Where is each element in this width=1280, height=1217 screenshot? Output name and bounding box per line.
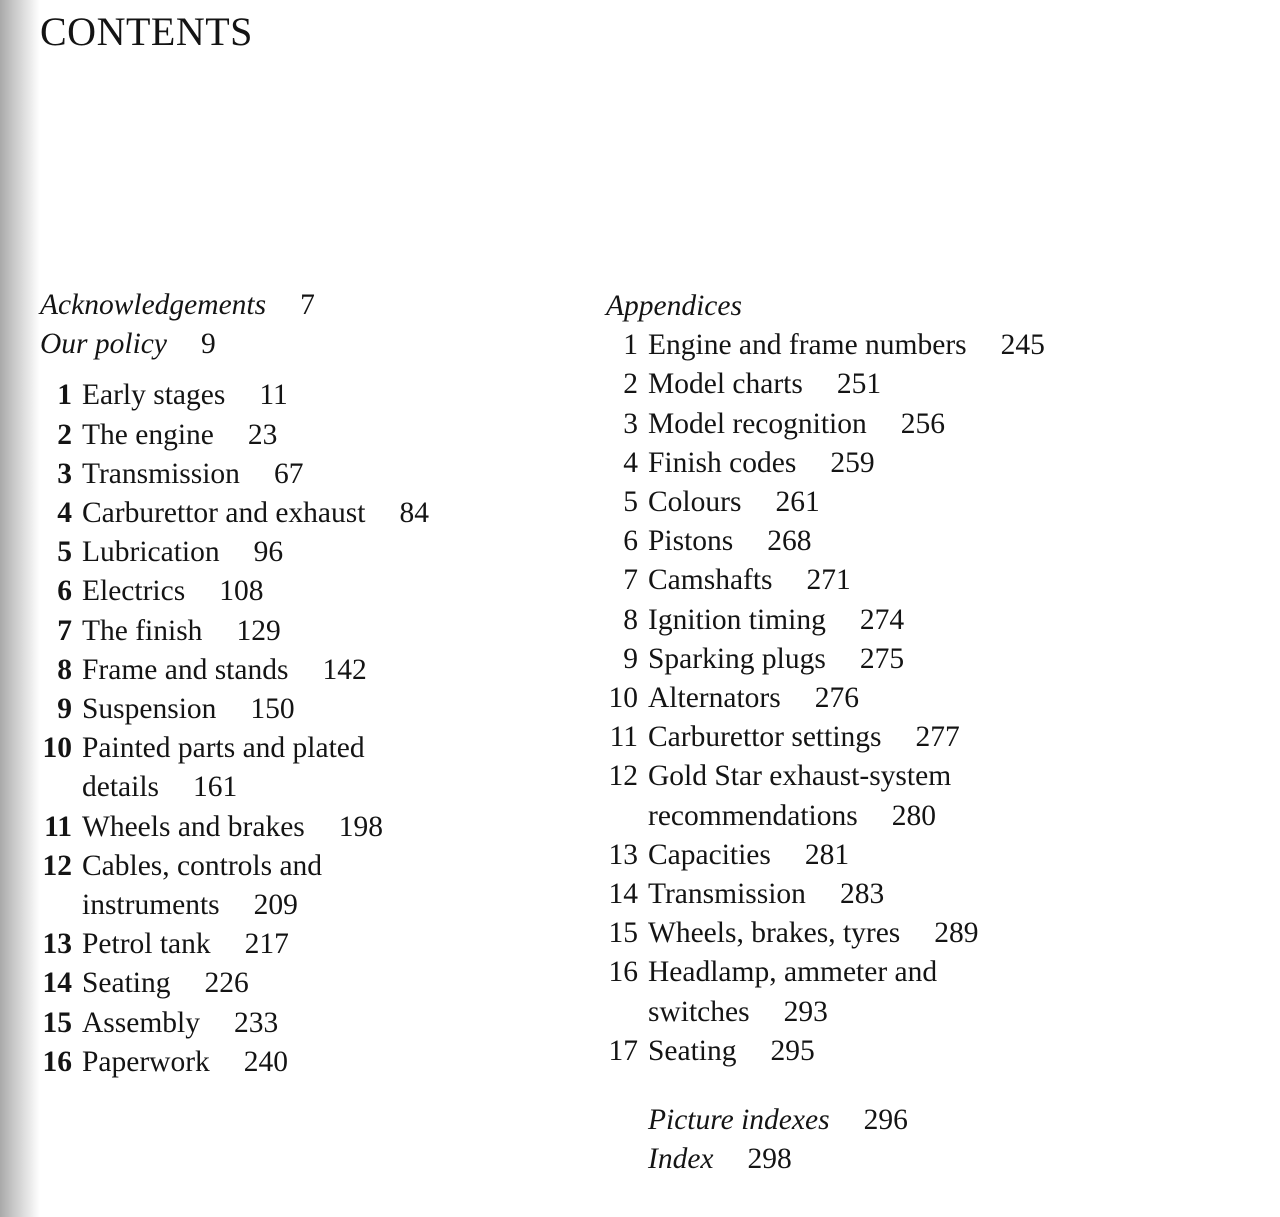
entry-number: 3	[623, 407, 638, 440]
page-number: 281	[804, 838, 850, 871]
entry-title: Early stages	[82, 379, 226, 412]
entry-title: Headlamp, ammeter and	[648, 956, 938, 989]
entry-title: Ignition timing	[648, 603, 826, 636]
appendix-entry	[606, 326, 1206, 365]
chapter-entry	[40, 612, 560, 651]
page-number: 96	[253, 536, 284, 569]
entry-number: 7	[623, 564, 638, 597]
entry-title-line	[648, 601, 904, 640]
appendix-entry	[606, 836, 1206, 875]
entry-body	[72, 651, 367, 690]
entry-title: Gold Star exhaust-system	[648, 760, 952, 793]
page-number: 251	[836, 368, 882, 401]
entry-title: switches	[648, 995, 750, 1028]
entry-body	[638, 679, 859, 718]
front-matter-list	[40, 286, 560, 364]
entry-body	[72, 964, 249, 1003]
entry-title: Engine and frame numbers	[648, 329, 967, 362]
entry-number: 15	[608, 917, 638, 950]
entry-title: Colours	[648, 486, 742, 519]
page-number: 198	[338, 810, 384, 843]
entry-title-line	[648, 483, 820, 522]
page-number: 271	[806, 564, 851, 597]
chapter-list	[40, 376, 560, 1082]
chapter-entry	[40, 572, 560, 611]
entry-title: details	[82, 771, 160, 804]
entry-number: 13	[42, 928, 72, 961]
entry-body	[638, 444, 875, 483]
entry-number: 13	[608, 838, 638, 871]
entry-title: Pistons	[648, 525, 734, 558]
appendix-entry	[606, 561, 1206, 600]
chapter-entry	[40, 925, 560, 964]
page-number: 245	[1000, 329, 1045, 362]
page-number: 268	[767, 525, 812, 558]
entry-title: Painted parts and plated	[82, 732, 365, 765]
chapter-entry	[40, 494, 560, 533]
appendix-entry	[606, 640, 1206, 679]
page-number: 233	[234, 1006, 279, 1039]
page-number: 295	[770, 1034, 815, 1067]
entry-body	[638, 326, 1045, 365]
chapter-entry	[40, 964, 560, 1003]
entry-title-line	[82, 1004, 278, 1043]
entry-body	[72, 612, 281, 651]
page-number: 11	[259, 379, 288, 412]
entry-body	[638, 365, 881, 404]
page-number: 108	[219, 575, 264, 608]
page-number: 23	[247, 418, 278, 451]
page-spine-shadow	[0, 0, 40, 1217]
entry-title: Suspension	[82, 693, 217, 726]
entry-body	[72, 455, 303, 494]
entry-body	[638, 522, 812, 561]
page-number: 296	[863, 1104, 908, 1137]
entry-body	[72, 690, 295, 729]
entry-number: 12	[608, 760, 638, 793]
entry-body	[72, 808, 383, 847]
entry-body	[72, 533, 283, 572]
front_matter-entry	[40, 286, 560, 325]
entry-title-line	[82, 494, 429, 533]
appendix-entry	[606, 405, 1206, 444]
entry-title-line	[82, 1043, 288, 1082]
entry-title-line	[82, 886, 322, 925]
contents-right-column	[606, 287, 1206, 1179]
entry-number: 4	[57, 497, 72, 530]
appendices-heading: Appendices	[606, 290, 742, 322]
entry-title-line	[648, 640, 904, 679]
entry-number: 8	[57, 653, 72, 686]
appendix-entry	[606, 914, 1206, 953]
entry-title-line	[648, 993, 937, 1032]
page-number: 256	[900, 407, 945, 440]
entry-title: Carburettor settings	[648, 721, 882, 754]
chapter-entry	[40, 533, 560, 572]
entry-number: 5	[623, 486, 638, 519]
page-number: 209	[253, 889, 298, 922]
entry-title-line	[648, 365, 881, 404]
page-number: 9	[201, 328, 216, 361]
page-number: 283	[839, 878, 885, 911]
entry-title-line	[82, 533, 283, 572]
entry-title-line	[82, 808, 383, 847]
appendix-entry	[606, 1032, 1206, 1071]
page-number: 226	[204, 967, 249, 1000]
entry-body	[638, 914, 979, 953]
entry-title-line	[82, 925, 289, 964]
entry-title: Frame and stands	[82, 653, 289, 686]
entry-title: Alternators	[648, 682, 781, 715]
chapter-entry	[40, 376, 560, 415]
entry-title: Transmission	[82, 457, 240, 490]
entry-title: Wheels, brakes, tyres	[648, 917, 901, 950]
contents-title: CONTENTS	[40, 9, 253, 54]
entry-number: 9	[57, 693, 72, 726]
back_matter-title: Picture indexes	[648, 1104, 830, 1137]
entry-title-line	[82, 847, 322, 886]
page-number: 7	[300, 289, 315, 321]
entry-title-line	[82, 964, 249, 1003]
entry-number: 16	[608, 956, 638, 989]
entry-title-line	[648, 444, 875, 483]
page-number: 289	[934, 917, 979, 950]
entry-title-line	[648, 561, 851, 600]
entry-title-line	[82, 455, 303, 494]
entry-title-line	[82, 690, 295, 729]
appendix-entry	[606, 601, 1206, 640]
entry-title-line	[648, 836, 849, 875]
entry-body	[638, 405, 945, 444]
page-number: 150	[250, 693, 295, 726]
entry-body	[638, 718, 960, 757]
entry-title: Camshafts	[648, 564, 773, 597]
entry-title: Cables, controls and	[82, 849, 323, 882]
back_matter-title: Index	[648, 1143, 714, 1176]
entry-body	[638, 640, 904, 679]
entry-title-line	[82, 612, 281, 651]
entry-number: 2	[623, 368, 638, 401]
entry-number: 6	[623, 525, 638, 558]
entry-title: Capacities	[648, 838, 771, 871]
entry-title: Model recognition	[648, 407, 867, 440]
entry-title: instruments	[82, 889, 220, 922]
entry-title: Paperwork	[82, 1045, 210, 1078]
entry-body	[72, 925, 289, 964]
entry-body	[72, 847, 322, 925]
entry-title-line	[82, 376, 288, 415]
page-number: 259	[830, 446, 875, 479]
appendix-entry	[606, 875, 1206, 914]
page-number: 217	[244, 928, 289, 961]
appendix-entry	[606, 679, 1206, 718]
entry-number: 1	[623, 329, 638, 362]
appendix-entry	[606, 444, 1206, 483]
entry-number: 5	[57, 536, 72, 569]
entry-number: 2	[57, 418, 72, 451]
page-number: 276	[814, 682, 859, 715]
entry-body	[638, 601, 904, 640]
entry-title-line	[648, 679, 859, 718]
page-number: 142	[322, 653, 367, 686]
entry-body	[638, 561, 851, 600]
entry-title-line	[648, 797, 951, 836]
entry-title: Seating	[648, 1034, 737, 1067]
page-number: 275	[859, 642, 905, 675]
entry-title-line	[648, 718, 960, 757]
appendix-entry	[606, 522, 1206, 561]
entry-body	[72, 729, 365, 807]
entry-title-line	[82, 768, 365, 807]
entry-title: recommendations	[648, 799, 858, 832]
entry-number: 6	[57, 575, 72, 608]
entry-title: Electrics	[82, 575, 186, 608]
entry-body	[72, 572, 263, 611]
page-number: 293	[783, 995, 828, 1028]
entry-title: Seating	[82, 967, 171, 1000]
entry-title: Lubrication	[82, 536, 220, 569]
entry-body	[638, 1032, 815, 1071]
front_matter-title: Our policy	[40, 328, 167, 361]
entry-title-line	[648, 757, 951, 796]
page-number: 67	[273, 457, 304, 490]
entry-title: Wheels and brakes	[82, 810, 305, 843]
entry-body	[72, 376, 288, 415]
entry-number: 7	[57, 614, 72, 647]
page-number: 240	[243, 1045, 289, 1078]
back_matter-entry	[648, 1101, 1206, 1140]
entry-number: 3	[57, 457, 72, 490]
front_matter-entry	[40, 325, 560, 364]
entry-title: Petrol tank	[82, 928, 211, 961]
entry-title: Sparking plugs	[648, 642, 826, 675]
chapter-entry	[40, 455, 560, 494]
entry-title: Finish codes	[648, 446, 797, 479]
entry-title-line	[82, 416, 277, 455]
entry-body	[638, 953, 937, 1031]
entry-title: The engine	[82, 418, 214, 451]
entry-title: Assembly	[82, 1006, 200, 1039]
appendix-entry	[606, 953, 1206, 1031]
entry-number: 1	[57, 379, 72, 412]
entry-number: 8	[623, 603, 638, 636]
back_matter-entry	[648, 1140, 1206, 1179]
contents-left-column	[40, 286, 560, 1082]
page-number: 84	[399, 497, 429, 530]
entry-title-line	[648, 875, 884, 914]
entry-title-line	[82, 729, 365, 768]
page-number: 129	[236, 614, 281, 647]
entry-body	[72, 494, 429, 533]
entry-number: 9	[623, 642, 638, 675]
page-number: 298	[747, 1143, 792, 1176]
entry-title: Carburettor and exhaust	[82, 497, 366, 530]
entry-body	[72, 1004, 278, 1043]
entry-title-line	[648, 522, 812, 561]
entry-number: 14	[42, 967, 72, 1000]
entry-number: 10	[42, 732, 72, 765]
back-matter-list	[606, 1101, 1206, 1179]
entry-number: 10	[608, 682, 638, 715]
entry-title-line	[648, 953, 937, 992]
appendix-entry	[606, 365, 1206, 404]
page-number: 280	[891, 799, 936, 832]
chapter-entry	[40, 729, 560, 807]
entry-title-line	[648, 1032, 815, 1071]
chapter-entry	[40, 847, 560, 925]
appendix-entry	[606, 757, 1206, 835]
entry-body	[638, 483, 820, 522]
entry-title: Transmission	[648, 878, 806, 911]
entry-body	[72, 1043, 288, 1082]
entry-title-line	[648, 405, 945, 444]
chapter-entry	[40, 1004, 560, 1043]
entry-number: 11	[609, 721, 638, 754]
appendix-entry	[606, 718, 1206, 757]
entry-number: 4	[623, 446, 638, 479]
page-number: 274	[859, 603, 905, 636]
appendix-list	[606, 326, 1206, 1071]
chapter-entry	[40, 416, 560, 455]
entry-number: 11	[44, 810, 72, 843]
entry-title-line	[82, 651, 367, 690]
entry-title-line	[648, 914, 979, 953]
entry-body	[72, 416, 277, 455]
entry-number: 12	[42, 849, 72, 882]
appendix-entry	[606, 483, 1206, 522]
entry-body	[638, 836, 849, 875]
front_matter-title: Acknowledgements	[40, 289, 267, 321]
entry-title: Model charts	[648, 368, 803, 401]
entry-number: 15	[42, 1006, 72, 1039]
entry-title-line	[82, 572, 263, 611]
page-number: 277	[915, 721, 960, 754]
chapter-entry	[40, 808, 560, 847]
chapter-entry	[40, 651, 560, 690]
entry-number: 17	[608, 1034, 638, 1067]
page-number: 161	[193, 771, 238, 804]
entry-body	[638, 757, 951, 835]
entry-number: 16	[42, 1045, 72, 1078]
chapter-entry	[40, 1043, 560, 1082]
entry-number: 14	[608, 878, 638, 911]
entry-body	[638, 875, 884, 914]
chapter-entry	[40, 690, 560, 729]
entry-title-line	[648, 326, 1045, 365]
entry-title: The finish	[82, 614, 203, 647]
page-number: 261	[775, 486, 820, 519]
